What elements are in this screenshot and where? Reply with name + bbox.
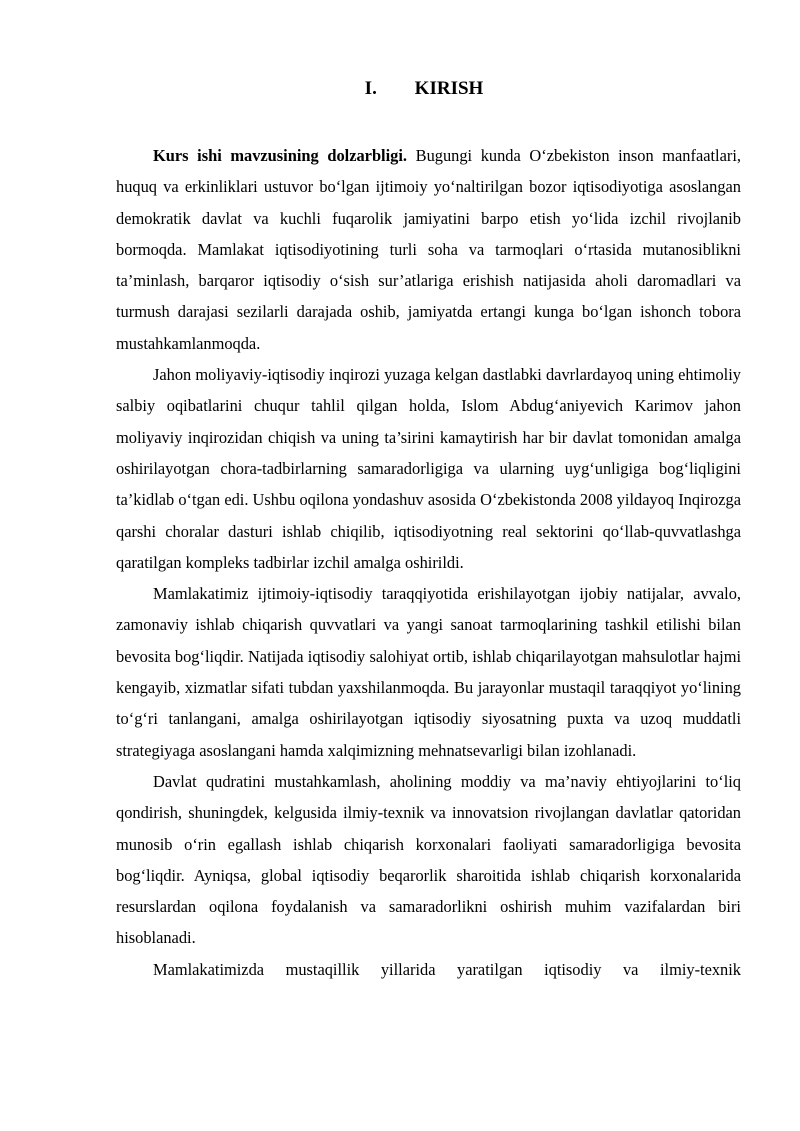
document-body [116,140,741,985]
paragraph: Mamlakatimiz ijtimoiy-iqtisodiy taraqqiyotida erishilayotgan ijobiy natijalar, avvalo, zamonaviy ishlab chiqarish quvvatlari va yangi sanoat tarmoqlarining tashkil etilishi bilan bevosita bog‘liqdir. Natijada iqtisodiy salohiyat ortib, ishlab chiqarilayotgan mahsulotlar hajmi kengayib, xizmatlar sifati tubdan yaxshilanmoqda. Bu jarayonlar mustaqil taraqqiyot yo‘lining to‘g‘ri tanlangani, amalga oshirilayotgan iqtisodiy siyosatning puxta va uzoq muddatli strategiyaga asoslangani hamda xalqimizning mehnatsevarligi bilan izohlanadi. [116,584,741,760]
section-number: I. [364,78,377,99]
paragraph [116,140,741,359]
paragraph-lead: Kurs ishi mavzusining dolzarbligi. [153,146,408,165]
section-heading [0,76,800,102]
paragraph: Jahon moliyaviy-iqtisodiy inqirozi yuzaga kelgan dastlabki davrlardayoq uning ehtimoliy salbiy oqibatlarini chuqur tahlil qilgan holda, Islom Abdug‘aniyevich Karimov jahon moliyaviy inqirozidan chiqish va uning ta’sirini kamaytirish har bir davlat tomonidan amalga oshirilayotgan chora-tadbirlarning samaradorligiga va ularning uyg‘unligiga bog‘liqligini ta’kidlab o‘tgan edi. Ushbu oqilona yondashuv asosida O‘zbekistonda 2008 yildayoq Inqirozga qarshi choralar dasturi ishlab chiqilib, iqtisodiyotning real sektorini qo‘llab-quvvatlashga qaratilgan kompleks tadbirlar izchil amalga oshirildi. [116,365,741,572]
paragraph-text: Bugungi kunda O‘zbekiston inson manfaatlari, huquq va erkinliklari ustuvor bo‘lgan ijtimoiy yo‘naltirilgan bozor iqtisodiyotiga asoslangan demokratik davlat va kuchli fuqarolik jamiyatini barpo etish yo‘lida izchil rivojlanib bormoqda. Mamlakat iqtisodiyotining turli soha va tarmoqlari o‘rtasida mutanosiblikni ta’minlash, barqaror iqtisodiy o‘sish sur’atlariga erishish natijasida aholi daromadlari va turmush darajasi sezilarli darajada oshib, jamiyatda ertangi kunga bo‘lgan ishonch tobora mustahkamlanmoqda. [116,146,741,353]
section-title: KIRISH [414,78,484,99]
paragraph: Mamlakatimizda mustaqillik yillarida yaratilgan iqtisodiy va ilmiy-texnik [153,959,741,979]
paragraph: Davlat qudratini mustahkamlash, aholining moddiy va ma’naviy ehtiyojlarini to‘liq qondirish, shuningdek, kelgusida ilmiy-texnik va innovatsion rivojlangan davlatlar qatoridan munosib o‘rin egallash ishlab chiqarish korxonalari faoliyati samaradorligiga bevosita bog‘liqdir. Ayniqsa, global iqtisodiy beqarorlik sharoitida ishlab chiqarish korxonalarida resurslardan oqilona foydalanish va samaradorlikni oshirish muhim vazifalardan biri hisoblanadi. [116,771,741,948]
